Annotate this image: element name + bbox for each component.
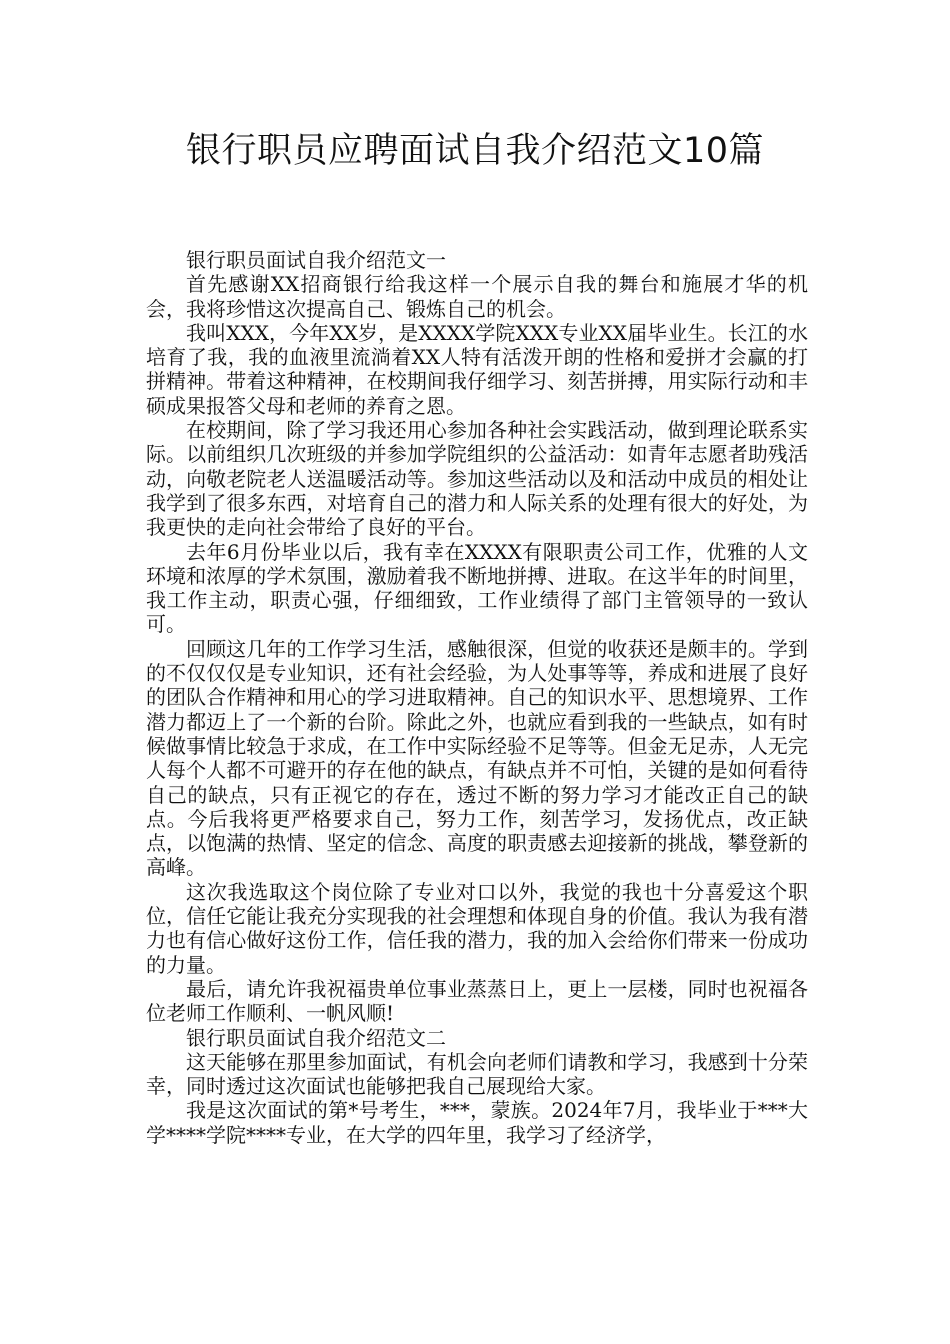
paragraph: 这次我选取这个岗位除了专业对口以外，我觉的我也十分喜爱这个职位，信任它能让我充分实现我的社会理想和体现自身的价值。我认为我有潜力也有信心做好这份工作，信任我的潜力，我的加入会给你们带来一份成功的力量。 xyxy=(146,879,808,977)
paragraph: 最后，请允许我祝福贵单位事业蒸蒸日上，更上一层楼，同时也祝福各位老师工作顺利、一帆风顺! xyxy=(146,976,808,1026)
section-heading: 银行职员面试自我介绍范文二 xyxy=(186,1025,446,1050)
paragraph: 我是这次面试的第*号考生，***，蒙族。2024年7月，我毕业于***大学****学院****专业，在大学的四年里，我学习了经济学， xyxy=(146,1098,808,1147)
paragraph: 回顾这几年的工作学习生活，感触很深，但觉的收获还是颇丰的。学到的不仅仅仅是专业知识，还有社会经验，为人处事等等，养成和进展了良好的团队合作精神和用心的学习进取精神。自己的知识水平、思想境界、工作潜力都迈上了一个新的台阶。除此之外，也就应看到我的一些缺点，如有时候做事情比较急于求成，在工作中实际经验不足等等。但金无足赤，人无完人每个人都不可避开的存在他的缺点，有缺点并不可怕，关键的是如何看待自己的缺点，只有正视它的存在，透过不断的努力学习才能改正自己的缺点。今后我将更严格要求自己，努力工作，刻苦学习，发扬优点，改正缺点，以饱满的热情、坚定的信念、高度的职责感去迎接新的挑战，攀登新的高峰。 xyxy=(146,636,808,880)
paragraph: 首先感谢XX招商银行给我这样一个展示自我的舞台和施展才华的机会，我将珍惜这次提高自己、锻炼自己的机会。 xyxy=(146,272,808,321)
section-heading: 银行职员面试自我介绍范文一 xyxy=(186,248,446,272)
paragraph: 这天能够在那里参加面试，有机会向老师们请教和学习，我感到十分荣幸，同时透过这次面试也能够把我自己展现给大家。 xyxy=(146,1049,808,1099)
paragraph: 我叫XXX，今年XX岁，是XXXX学院XXX专业XX届毕业生。长江的水培育了我，我的血液里流淌着XX人特有活泼开朗的性格和爱拼才会赢的打拼精神。带着这种精神，在校期间我仔细学习、刻苦拼搏，用实际行动和丰硕成果报答父母和老师的养育之恩。 xyxy=(146,320,808,418)
document-body xyxy=(146,248,808,1147)
paragraph: 去年6月份毕业以后，我有幸在XXXX有限职责公司工作，优雅的人文环境和浓厚的学术氛围，激励着我不断地拼搏、进取。在这半年的时间里，我工作主动，职责心强，仔细细致，工作业绩得了部门主管领导的一致认可。 xyxy=(146,539,808,637)
paragraph: 在校期间，除了学习我还用心参加各种社会实践活动，做到理论联系实际。以前组织几次班级的并参加学院组织的公益活动：如青年志愿者助残活动，向敬老院老人送温暖活动等。参加这些活动以及和活动中成员的相处让我学到了很多东西，对培育自己的潜力和人际关系的处理有很大的好处，为我更快的走向社会带给了良好的平台。 xyxy=(146,418,808,540)
document-title: 银行职员应聘面试自我介绍范文10篇 xyxy=(185,131,765,171)
